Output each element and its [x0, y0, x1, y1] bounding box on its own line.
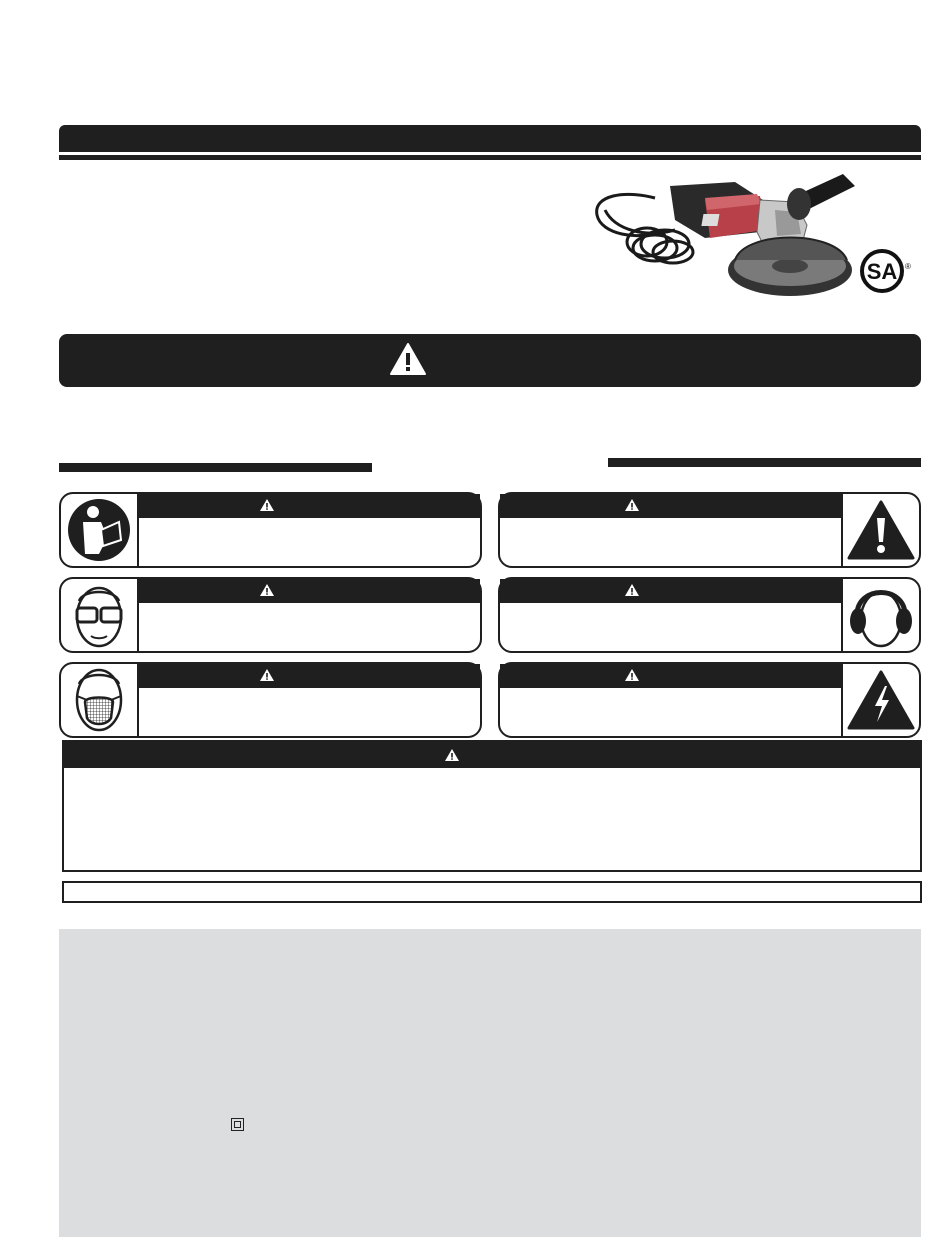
panel-header	[500, 494, 843, 518]
panel-body	[500, 688, 843, 736]
note-box	[62, 881, 922, 903]
warning-triangle-icon	[259, 668, 275, 682]
general-warning-header	[64, 742, 920, 768]
safety-panel-eye-protection	[59, 577, 482, 653]
title-bar	[59, 125, 921, 152]
section-rule-right	[608, 458, 921, 467]
exclamation-triangle-icon	[845, 496, 917, 564]
read-manual-icon	[63, 496, 135, 564]
panel-body	[137, 603, 480, 651]
warning-triangle-icon	[259, 583, 275, 597]
panel-body	[137, 688, 480, 736]
panel-header	[137, 494, 480, 518]
safety-panel-hearing-protection	[498, 577, 921, 653]
electric-shock-icon	[845, 666, 917, 734]
warning-banner	[59, 334, 921, 387]
csa-mark-icon	[860, 248, 910, 294]
general-warning-box	[62, 740, 922, 872]
warning-triangle-icon	[259, 498, 275, 512]
registered-mark: ®	[905, 262, 911, 271]
eye-protection-icon	[63, 581, 135, 649]
panel-header	[137, 579, 480, 603]
warning-triangle-icon	[624, 583, 640, 597]
safety-panel-respirator	[59, 662, 482, 738]
angle-grinder-image	[585, 160, 865, 320]
panel-body	[137, 518, 480, 566]
svg-text:SA: SA	[866, 259, 898, 284]
panel-header	[137, 664, 480, 688]
warning-triangle-icon	[624, 668, 640, 682]
double-insulation-icon	[231, 1118, 244, 1131]
panel-header	[500, 664, 843, 688]
panel-header	[500, 579, 843, 603]
safety-panel-warning	[498, 492, 921, 568]
hearing-protection-icon	[845, 581, 917, 649]
safety-panel-read-manual	[59, 492, 482, 568]
safety-panel-electric-shock	[498, 662, 921, 738]
warning-triangle-icon	[389, 342, 427, 376]
section-rule-left	[59, 463, 372, 472]
specifications-panel	[59, 929, 921, 1237]
warning-triangle-icon	[624, 498, 640, 512]
warning-triangle-icon	[444, 748, 460, 762]
panel-body	[500, 603, 843, 651]
panel-body	[500, 518, 843, 566]
respirator-icon	[63, 666, 135, 734]
